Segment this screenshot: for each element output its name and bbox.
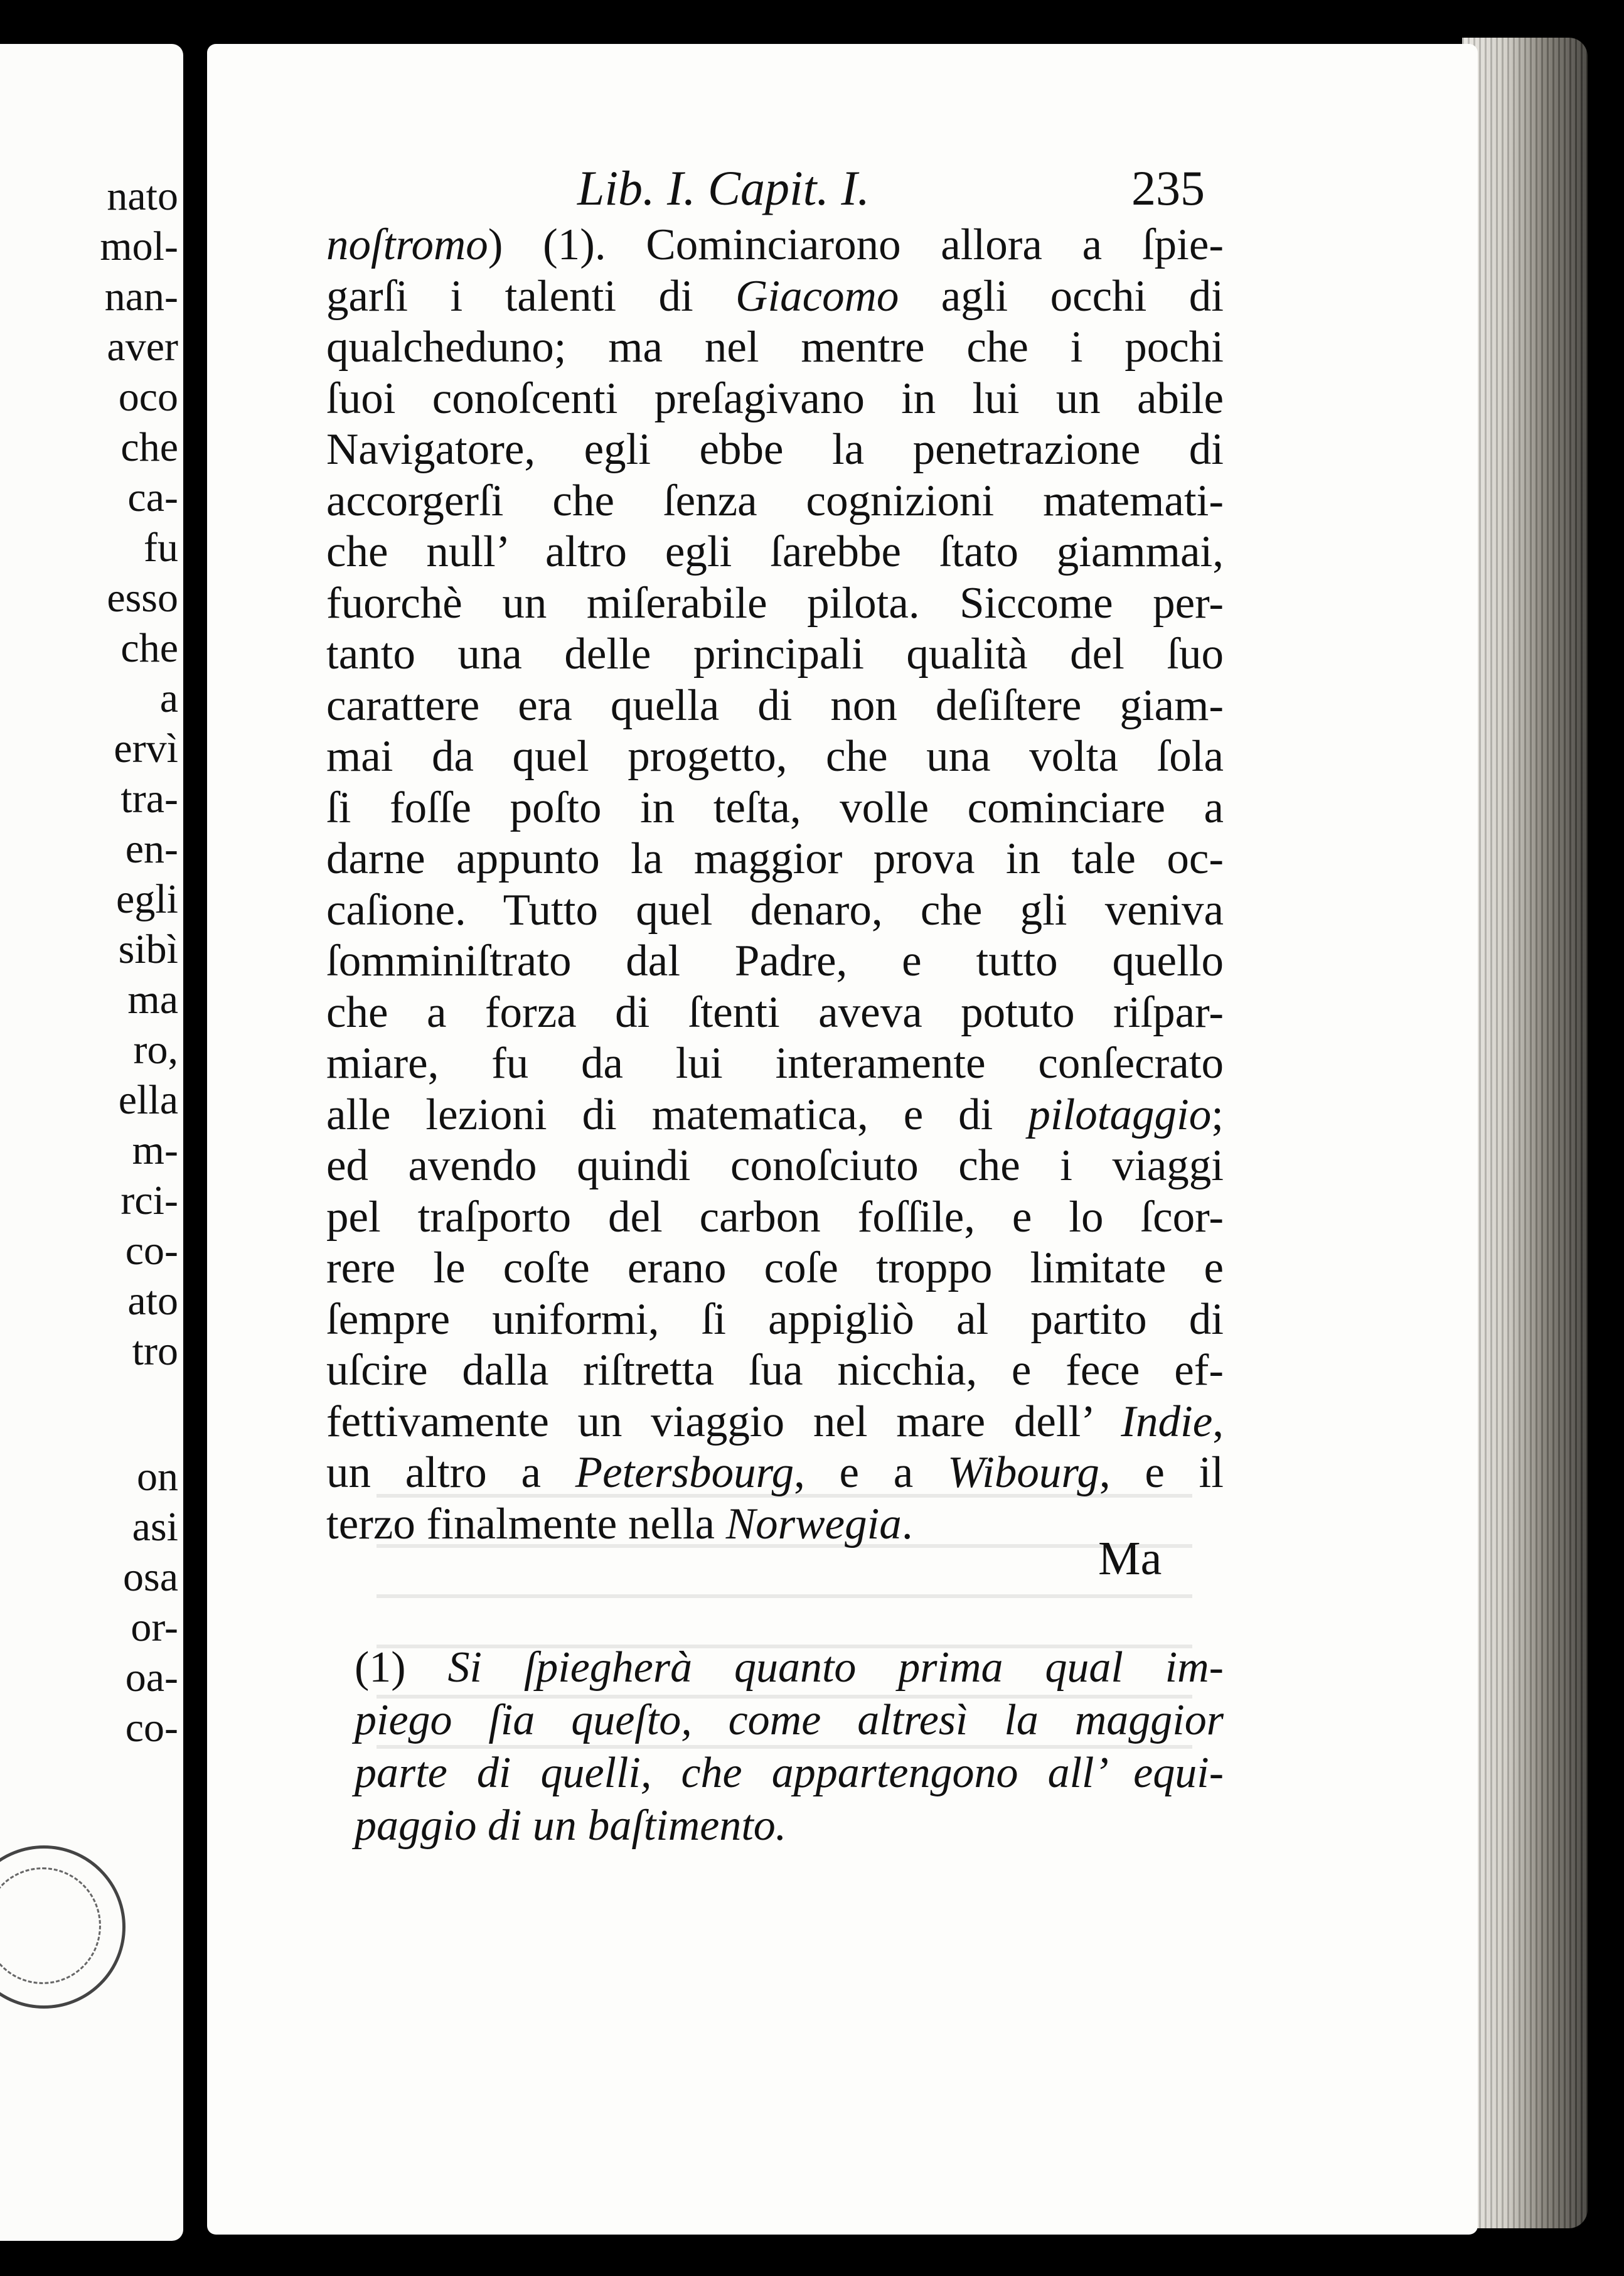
italic-run: Si ſpiegherà quanto prima qual im- bbox=[447, 1643, 1224, 1692]
running-head-title: Lib. I. Capit. I. bbox=[577, 161, 870, 215]
roman-run: agli occhi di bbox=[899, 271, 1224, 321]
text-line bbox=[326, 1090, 1224, 1141]
text-line bbox=[326, 629, 1224, 680]
previous-page-fragment: a bbox=[159, 675, 178, 721]
italic-run: Wibourg bbox=[947, 1448, 1099, 1497]
previous-page-edge bbox=[0, 44, 183, 2241]
previous-page-fragment: nan- bbox=[104, 274, 178, 319]
roman-run: ſempre uniformi, ſi appigliò al partito di bbox=[326, 1294, 1224, 1344]
previous-page-fragment: osa bbox=[123, 1554, 178, 1600]
roman-run: mai da quel progetto, che una volta ſola bbox=[326, 732, 1224, 781]
italic-run: piego ſia queſto, come altresì la maggior bbox=[355, 1696, 1224, 1744]
text-line bbox=[326, 1038, 1224, 1090]
roman-run: . bbox=[901, 1499, 913, 1549]
previous-page-fragment: ma bbox=[127, 977, 178, 1023]
catchword: Ma bbox=[1098, 1532, 1162, 1585]
previous-page-fragment: ella bbox=[118, 1077, 178, 1123]
previous-page-fragment: sibì bbox=[118, 926, 178, 972]
roman-run: uſcire dalla riſtretta ſua nicchia, e fece ef- bbox=[326, 1346, 1224, 1395]
previous-page-fragment: co- bbox=[125, 1228, 178, 1274]
previous-page-fragment: ca- bbox=[127, 475, 178, 520]
roman-run: , bbox=[1212, 1397, 1224, 1446]
text-line bbox=[326, 424, 1224, 476]
roman-run: alle lezioni di matematica, e di bbox=[326, 1090, 1028, 1139]
italic-run: Giacomo bbox=[735, 271, 899, 321]
roman-run: , e a bbox=[794, 1448, 948, 1497]
roman-run: che null’ altro egli ſarebbe ſtato giammai, bbox=[326, 527, 1224, 576]
previous-page-fragment: esso bbox=[107, 575, 178, 621]
previous-page-fragment: nato bbox=[107, 173, 178, 219]
text-line bbox=[326, 1243, 1224, 1294]
roman-run: caſione. Tutto quel denaro, che gli veniva bbox=[326, 885, 1224, 935]
previous-page-fragment: or- bbox=[131, 1604, 178, 1650]
text-line bbox=[326, 271, 1224, 323]
roman-run: fuorchè un miſerabile pilota. Siccome per- bbox=[326, 578, 1224, 628]
body-text bbox=[326, 220, 1224, 1550]
previous-page-fragment: en- bbox=[125, 826, 178, 872]
text-line bbox=[326, 680, 1224, 732]
text-line bbox=[326, 1397, 1224, 1448]
italic-run: Petersbourg bbox=[575, 1448, 794, 1497]
text-line bbox=[326, 1192, 1224, 1243]
footnote-line bbox=[355, 1694, 1224, 1747]
text-line bbox=[326, 527, 1224, 578]
previous-page-fragment: che bbox=[120, 625, 178, 671]
roman-run: qualcheduno; ma nel mentre che i pochi bbox=[326, 323, 1224, 372]
roman-run: , e il bbox=[1099, 1448, 1224, 1497]
page-number: 235 bbox=[1131, 161, 1205, 215]
roman-run: che a forza di ſtenti aveva potuto riſpar- bbox=[326, 987, 1224, 1037]
previous-page-fragment: on bbox=[137, 1454, 178, 1500]
footnote-line bbox=[355, 1747, 1224, 1800]
roman-run: pel traſporto del carbon foſſile, e lo ſcor- bbox=[326, 1192, 1224, 1242]
previous-page-fragment: fu bbox=[144, 525, 178, 571]
text-line bbox=[326, 834, 1224, 885]
roman-run: darne appunto la maggior prova in tale oc- bbox=[326, 834, 1224, 883]
previous-page-fragment: rci- bbox=[120, 1178, 178, 1223]
footnote bbox=[355, 1641, 1224, 1852]
italic-run: paggio di un baſtimento. bbox=[355, 1801, 787, 1850]
text-line bbox=[326, 373, 1224, 425]
roman-run: ed avendo quindi conoſciuto che i viaggi bbox=[326, 1141, 1224, 1190]
italic-run: parte di quelli, che appartengono all’ equi- bbox=[355, 1749, 1224, 1797]
library-stamp bbox=[0, 1845, 126, 2009]
text-line bbox=[326, 220, 1224, 271]
italic-run: Norwegia bbox=[725, 1499, 902, 1549]
previous-page-fragment: asi bbox=[132, 1504, 178, 1550]
previous-page-fragment: tro bbox=[132, 1328, 178, 1374]
previous-page-fragment: oa- bbox=[125, 1655, 178, 1700]
previous-page-fragment: co- bbox=[125, 1705, 178, 1751]
roman-run: fettivamente un viaggio nel mare dell’ bbox=[326, 1397, 1121, 1446]
text-line bbox=[326, 1294, 1224, 1346]
previous-page-fragment: che bbox=[120, 424, 178, 470]
text-line bbox=[326, 885, 1224, 937]
text-line bbox=[326, 322, 1224, 373]
roman-run: accorgerſi che ſenza cognizioni matemati- bbox=[326, 476, 1224, 525]
text-line bbox=[326, 1141, 1224, 1192]
previous-page-fragment: m- bbox=[132, 1127, 178, 1173]
text-line bbox=[326, 1447, 1224, 1499]
roman-run: carattere era quella di non deſiſtere giam- bbox=[326, 680, 1224, 730]
previous-page-fragment: mol- bbox=[100, 223, 178, 269]
text-line bbox=[326, 783, 1224, 834]
footnote-line bbox=[355, 1641, 1224, 1694]
roman-run: ; bbox=[1211, 1090, 1224, 1139]
roman-run: Navigatore, egli ebbe la penetrazione di bbox=[326, 425, 1224, 474]
roman-run: rere le coſte erano coſe troppo limitate e bbox=[326, 1243, 1224, 1292]
roman-run: ſi foſſe poſto in teſta, volle cominciare a bbox=[326, 783, 1224, 832]
footnote-line bbox=[355, 1800, 1224, 1852]
roman-run: garſi i talenti di bbox=[326, 271, 736, 321]
roman-run: (1) bbox=[355, 1643, 448, 1692]
roman-run: un altro a bbox=[326, 1448, 575, 1497]
previous-page-fragment: aver bbox=[107, 324, 178, 370]
running-head bbox=[577, 160, 1230, 217]
italic-run: noſtromo bbox=[326, 220, 488, 269]
previous-page-fragment: ro, bbox=[133, 1027, 178, 1073]
italic-run: pilotaggio bbox=[1028, 1090, 1212, 1139]
roman-run: tanto una delle principali qualità del ſuo bbox=[326, 630, 1224, 679]
previous-page-fragment: egli bbox=[116, 876, 178, 922]
italic-run: Indie bbox=[1121, 1397, 1213, 1446]
previous-page-fragment: ervì bbox=[114, 726, 178, 771]
text-line bbox=[326, 936, 1224, 987]
text-line bbox=[326, 731, 1224, 783]
text-line bbox=[326, 1499, 1224, 1550]
roman-run: terzo finalmente nella bbox=[326, 1499, 726, 1549]
previous-page-fragment: oco bbox=[118, 374, 178, 420]
text-line bbox=[326, 1345, 1224, 1397]
page-block-edge bbox=[1462, 38, 1588, 2228]
roman-run: ) (1). Cominciarono allora a ſpie- bbox=[488, 220, 1224, 269]
roman-run: ſomminiſtrato dal Padre, e tutto quello bbox=[326, 937, 1224, 985]
text-line bbox=[326, 987, 1224, 1039]
roman-run: miare, fu da lui interamente conſecrato bbox=[326, 1039, 1224, 1088]
text-line bbox=[326, 578, 1224, 630]
text-line bbox=[326, 476, 1224, 527]
previous-page-fragment: ato bbox=[127, 1278, 178, 1324]
roman-run: ſuoi conoſcenti preſagivano in lui un abile bbox=[326, 373, 1224, 423]
previous-page-fragment: tra- bbox=[120, 776, 178, 822]
